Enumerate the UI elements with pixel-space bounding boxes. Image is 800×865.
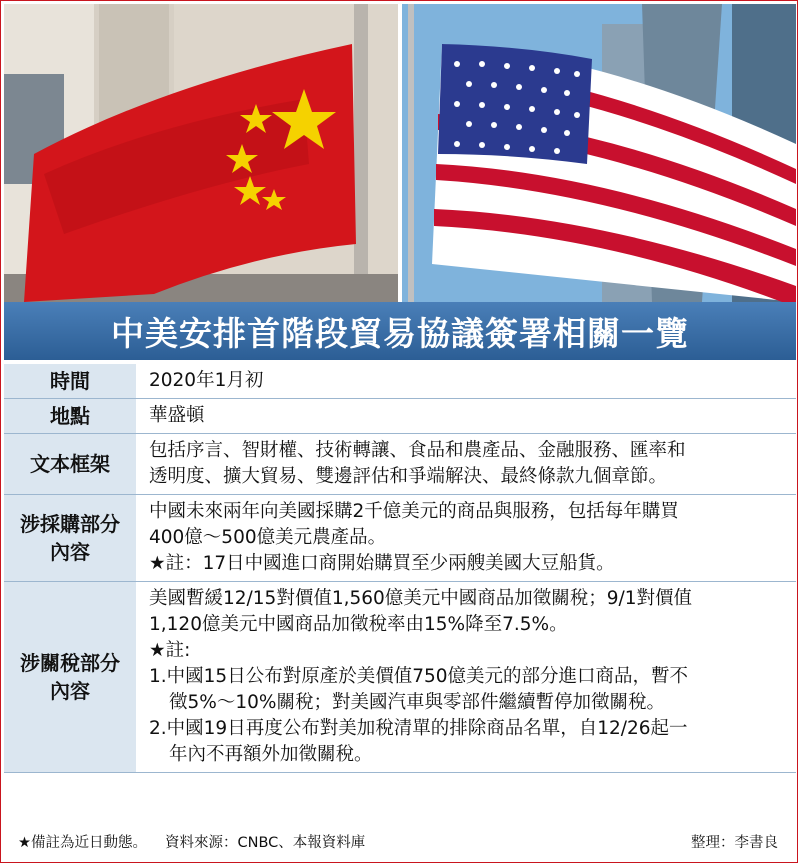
row-label-line: 內容 <box>50 679 90 703</box>
row-label-line: 涉採購部分 <box>20 512 120 536</box>
row-label: 文本框架 <box>4 434 136 494</box>
row-text: 1,120億美元中國商品加徵稅率由15%降至7.5%。 <box>149 614 568 635</box>
footer-source: 資料來源：CNBC、本報資料庫 <box>165 834 366 851</box>
row-note: ★註: <box>149 640 191 661</box>
table-row-time <box>4 364 796 399</box>
row-text: 華盛頓 <box>149 405 205 426</box>
row-text: 美國暫緩12/15對價值1,560億美元中國商品加徵關稅；9/1對價值 <box>149 588 693 609</box>
row-label <box>4 582 136 772</box>
row-value <box>136 399 796 433</box>
us-flag-photo <box>402 4 796 302</box>
table-row-location <box>4 399 796 434</box>
row-note-item: 徵5%～10%關稅；對美國汽車與零部件繼續暫停加徵關稅。 <box>169 692 665 713</box>
row-text: 中國未來兩年向美國採購2千億美元的商品與服務，包括每年購買 <box>149 501 679 522</box>
row-label: 時間 <box>4 364 136 398</box>
row-text: 2020年1月初 <box>149 370 264 391</box>
row-label <box>4 495 136 581</box>
row-text: 400億～500億美元農產品。 <box>149 527 387 548</box>
table-row-tariff <box>4 582 796 773</box>
table-row-purchase <box>4 495 796 582</box>
row-value <box>136 364 796 398</box>
table-row-framework <box>4 434 796 495</box>
footer-editor: 整理：李書良 <box>691 834 778 851</box>
row-label: 地點 <box>4 399 136 433</box>
row-value <box>136 434 796 494</box>
info-table <box>4 364 796 773</box>
row-note-item: 年內不再額外加徵關稅。 <box>169 744 373 765</box>
photo-strip <box>4 4 796 302</box>
row-text: 包括序言、智財權、技術轉讓、食品和農產品、金融服務、匯率和 <box>149 440 686 461</box>
footer-note: ★備註為近日動態。 <box>18 834 147 851</box>
china-flag-photo <box>4 4 398 302</box>
row-note-item: 2.中國19日再度公布對美加稅清單的排除商品名單，自12/26起一 <box>149 718 688 739</box>
row-text: 透明度、擴大貿易、雙邊評估和爭端解決、最終條款九個章節。 <box>149 466 668 487</box>
row-value <box>136 495 796 581</box>
footer <box>4 826 796 856</box>
row-note-item: 1.中國15日公布對原產於美價值750億美元的部分進口商品，暫不 <box>149 666 689 687</box>
row-label-line: 內容 <box>50 540 90 564</box>
row-label-line: 涉關稅部分 <box>20 651 120 675</box>
page-title: 中美安排首階段貿易協議簽署相關一覽 <box>111 313 689 353</box>
row-value <box>136 582 796 772</box>
row-note: ★註：17日中國進口商開始購買至少兩艘美國大豆船貨。 <box>149 553 615 574</box>
title-bar <box>4 302 796 360</box>
